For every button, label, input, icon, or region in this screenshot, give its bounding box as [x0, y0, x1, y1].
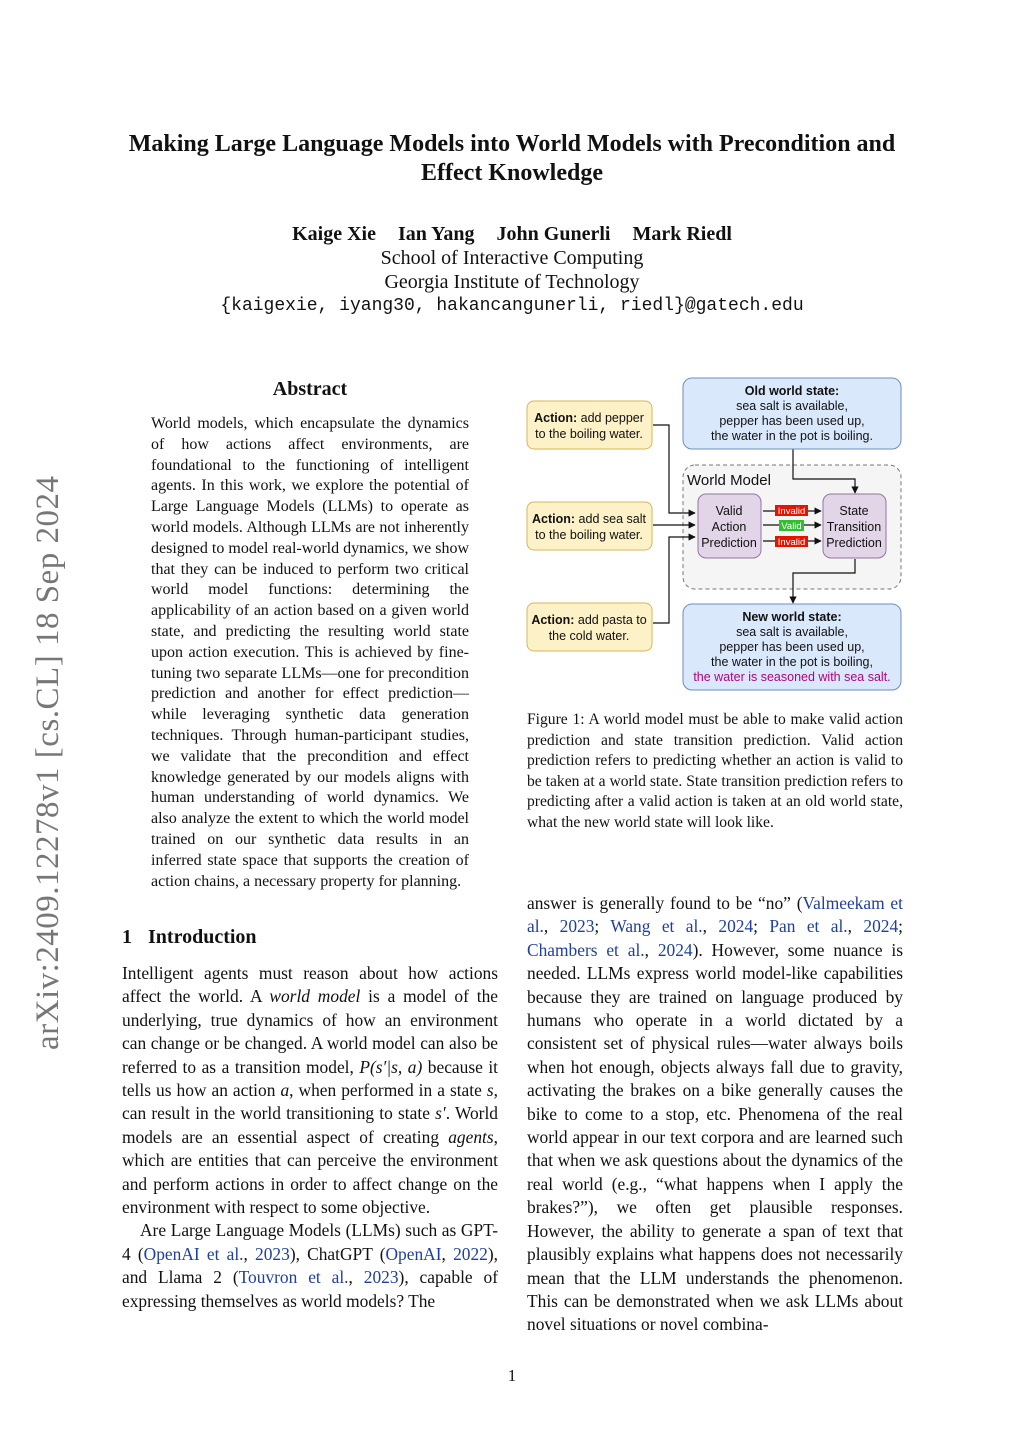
- new-state-line: pepper has been used up,: [719, 640, 865, 654]
- action-text: to the boiling water.: [535, 427, 643, 441]
- new-state-title: New world state:: [742, 610, 842, 624]
- valid-tag-text: Valid: [781, 521, 802, 532]
- old-state-line: sea salt is available,: [736, 399, 848, 413]
- action-label: Action:: [532, 512, 576, 526]
- action-label: Action:: [534, 411, 578, 425]
- invalid-tag-text: Invalid: [777, 506, 806, 517]
- author-block: [100, 222, 924, 318]
- citation-link[interactable]: OpenAI et al.: [143, 1243, 244, 1264]
- citation-link[interactable]: 2024: [657, 939, 693, 960]
- citation-link[interactable]: 2023: [559, 916, 595, 937]
- action-text: add pepper: [577, 411, 644, 425]
- author-name: John Gunerli: [496, 223, 611, 245]
- affiliation-school: School of Interactive Computing: [380, 247, 644, 269]
- invalid-tag-text: Invalid: [777, 537, 806, 548]
- citation-link[interactable]: OpenAI: [385, 1243, 442, 1264]
- intro-paragraph-1: Intelligent agents must reason about how actions affect the world. A world model is a model of the underlying, true dynamics of how an environment can change or be changed. A world model can also be referred to as a transition model, P(s′|s, a) because it tells us how an action a, when performed in a state s, can result in the world transitioning to state s′. World models are an essential aspect of creating agents, which are entities that can perceive the environment and perform actions in order to affect change on the environment with respect to some objective.: [122, 963, 498, 1218]
- action-text: add sea salt: [575, 512, 646, 526]
- section-title: Introduction: [148, 926, 257, 948]
- transition-formula: P(s′|s, a): [359, 1056, 423, 1077]
- arxiv-identifier: arXiv:2409.12278v1 [cs.CL] 18 Sep 2024: [30, 475, 66, 1050]
- old-state-line: pepper has been used up,: [719, 414, 865, 428]
- world-model-label: World Model: [687, 472, 771, 489]
- svg-text:Action: add sea salt: [532, 512, 646, 526]
- vap-line: Prediction: [701, 536, 757, 550]
- action-label: Action:: [531, 613, 575, 627]
- old-state-title: Old world state:: [744, 384, 840, 398]
- citation-link[interactable]: 2022: [453, 1243, 488, 1264]
- svg-text:Action: add pasta to: [531, 613, 646, 627]
- citation-link[interactable]: 2024: [863, 916, 899, 937]
- citation-link[interactable]: Pan et al.: [769, 916, 848, 937]
- intro-left-column: [122, 962, 498, 1313]
- author-name: Mark Riedl: [632, 223, 732, 245]
- abstract-text: World models, which encapsulate the dynamics of how actions affect environments, are foundational to the functioning of intelligent agents. In this work, we explore the potential of Large Language Models (LLMs) to operate as world models. Although LLMs are not inherently designed to model real-world dynamics, we show that they can be induced to perform two critical world model functions: determining the applicability of an action based on a given world state, and predicting the resulting world state upon action execution. This is achieved by fine-tuning two separate LLMs—one for precondition prediction and another for effect prediction—while leveraging synthetic data generation techniques. Through human-participant studies, we validate that the precondition and effect knowledge generated by our models aligns with human understanding of world dynamics. We also analyze the extent to which the world model trained on our synthetic data results in an inferred state space that supports the creation of action chains, a necessary property for planning.: [151, 415, 469, 890]
- new-state-line: the water in the pot is boiling,: [711, 655, 873, 669]
- author-name: Kaige Xie: [292, 223, 376, 245]
- vap-line: Valid: [715, 504, 743, 518]
- action-text: add pasta to: [574, 613, 647, 627]
- action-box: [527, 401, 652, 449]
- page-number: 1: [507, 1366, 517, 1385]
- intro-paragraph-2: Are Large Language Models (LLMs) such as GPT-4 (OpenAI et al., 2023), ChatGPT (OpenAI, 2022), and Llama 2 (Touvron et al., 2023), capable of expressing themselves as world models? The: [122, 1220, 499, 1311]
- title-line-1: Making Large Language Models into World Models with Precondition and: [128, 131, 896, 157]
- figure-1-diagram: [525, 375, 905, 695]
- citation-link[interactable]: Valmeekam et al.: [527, 893, 903, 937]
- abstract-heading: Abstract: [272, 378, 348, 400]
- figure-caption: Figure 1: A world model must be able to make valid action prediction and state transition prediction. Valid action prediction refers to predicting whether an action is valid to be taken at a world state. State transition prediction refers to predicting after a valid action is taken at an old world state, what the new world state will look like.: [527, 711, 903, 831]
- author-emails: {kaigexie, iyang30, hakancangunerli, riedl}@gatech.edu: [220, 296, 804, 316]
- citation-link[interactable]: Chambers et al.: [527, 939, 645, 960]
- stp-line: Transition: [826, 520, 882, 534]
- right-paragraph: answer is generally found to be “no” (Valmeekam et al., 2023; Wang et al., 2024; Pan et al., 2024; Chambers et al., 2024). However, some nuance is needed. LLMs express world model-like capabilities because they are trained on language produced by humans who operate in a world dictated by a consistent set of physical rules—water always boils when hot enough, objects always fall due to gravity, activating the brakes on a bike generally causes the bike to come to a stop, etc. Phenomena of the real world appear in our text corpora and are learned such that when we ask questions about the dynamics of the real world (e.g., “what happens when I apply the brakes?”), we often get plausible responses. However, the ability to generate a span of text that plausibly explains what happens does not necessarily mean that the LLM understands the phenomenon. This can be demonstrated when we ask LLMs about novel situations or novel combina-: [527, 893, 904, 1335]
- author-name: Ian Yang: [398, 223, 475, 245]
- paper-title: [100, 130, 924, 188]
- old-state-line: the water in the pot is boiling.: [711, 429, 873, 443]
- vap-line: Action: [711, 520, 747, 534]
- citation-link[interactable]: 2023: [363, 1267, 399, 1288]
- action-box: [527, 603, 652, 651]
- affiliation-institute: Georgia Institute of Technology: [384, 271, 640, 293]
- action-text: to the boiling water.: [535, 528, 643, 542]
- action-text: the cold water.: [548, 629, 630, 643]
- citation-link[interactable]: 2024: [718, 916, 754, 937]
- section-heading: [122, 926, 257, 949]
- citation-link[interactable]: Touvron et al.: [238, 1267, 349, 1288]
- section-number: 1: [122, 926, 132, 948]
- stp-line: State: [839, 504, 869, 518]
- svg-text:Action: add pepper: [534, 411, 644, 425]
- new-state-highlight: the water is seasoned with sea salt.: [693, 670, 891, 684]
- citation-link[interactable]: 2023: [255, 1243, 290, 1264]
- stp-line: Prediction: [826, 536, 882, 550]
- intro-right-column: [527, 892, 903, 1337]
- citation-link[interactable]: Wang et al.: [610, 916, 703, 937]
- title-line-2: Effect Knowledge: [421, 160, 603, 186]
- new-state-line: sea salt is available,: [736, 625, 848, 639]
- action-box: [527, 502, 652, 550]
- author-names: [100, 222, 924, 246]
